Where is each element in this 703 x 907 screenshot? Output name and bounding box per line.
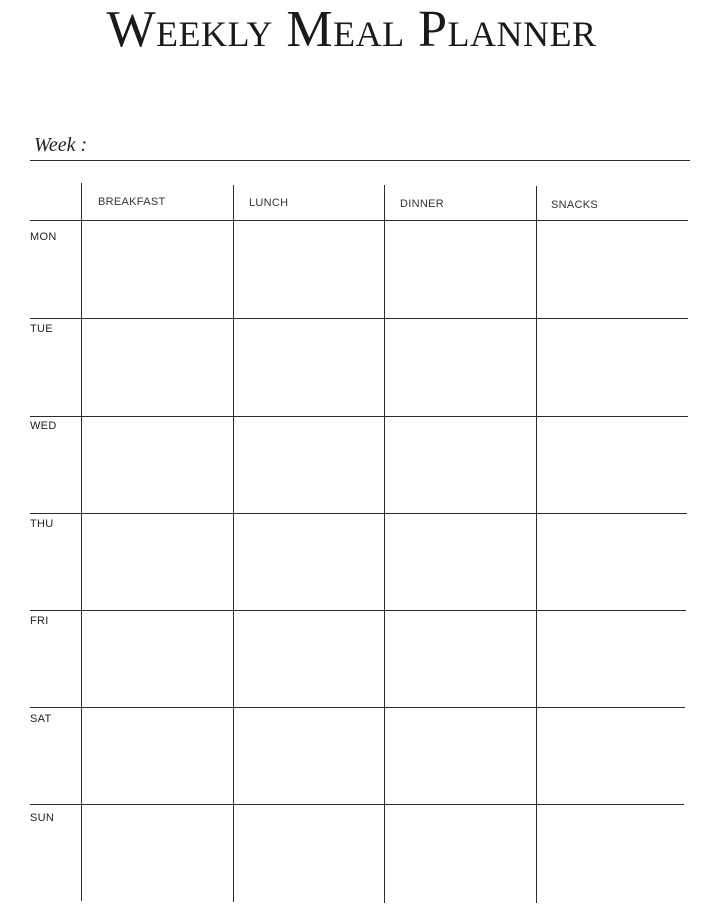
cell-sun-lunch[interactable] (234, 805, 384, 901)
cell-wed-snacks[interactable] (537, 417, 688, 513)
column-header-breakfast: BREAKFAST (98, 196, 166, 208)
day-label-sat: SAT (30, 713, 52, 725)
day-label-wed: WED (30, 420, 57, 432)
week-label: Week : (34, 134, 88, 156)
column-header-lunch: LUNCH (249, 197, 289, 209)
cell-sun-snacks[interactable] (537, 805, 684, 901)
cell-wed-dinner[interactable] (385, 417, 536, 513)
cell-mon-breakfast[interactable] (82, 221, 233, 318)
day-label-tue: TUE (30, 323, 53, 335)
column-header-snacks: SNACKS (551, 199, 599, 211)
column-header-dinner: DINNER (400, 198, 444, 210)
cell-wed-breakfast[interactable] (82, 417, 233, 513)
cell-thu-breakfast[interactable] (82, 514, 233, 610)
day-label-sun: SUN (30, 812, 55, 824)
cell-tue-breakfast[interactable] (82, 319, 233, 416)
cell-sat-breakfast[interactable] (82, 708, 233, 804)
cell-sat-snacks[interactable] (537, 708, 685, 804)
day-label-mon: MON (30, 231, 57, 243)
cell-tue-lunch[interactable] (234, 319, 384, 416)
day-label-fri: FRI (30, 615, 49, 627)
cell-thu-snacks[interactable] (537, 514, 687, 610)
cell-thu-dinner[interactable] (385, 514, 536, 610)
cell-tue-dinner[interactable] (385, 319, 536, 416)
cell-sun-breakfast[interactable] (82, 805, 233, 901)
cell-thu-lunch[interactable] (234, 514, 384, 610)
cell-fri-lunch[interactable] (234, 611, 384, 707)
cell-fri-snacks[interactable] (537, 611, 686, 707)
page-title: Weekly Meal Planner (106, 1, 597, 58)
cell-mon-lunch[interactable] (234, 221, 384, 318)
cell-fri-dinner[interactable] (385, 611, 536, 707)
cell-mon-snacks[interactable] (537, 221, 688, 318)
cell-mon-dinner[interactable] (385, 221, 536, 318)
cell-tue-snacks[interactable] (537, 319, 688, 416)
cell-sat-lunch[interactable] (234, 708, 384, 804)
cell-wed-lunch[interactable] (234, 417, 384, 513)
cell-fri-breakfast[interactable] (82, 611, 233, 707)
cell-sun-dinner[interactable] (385, 805, 536, 901)
day-label-thu: THU (30, 518, 54, 530)
cell-sat-dinner[interactable] (385, 708, 536, 804)
